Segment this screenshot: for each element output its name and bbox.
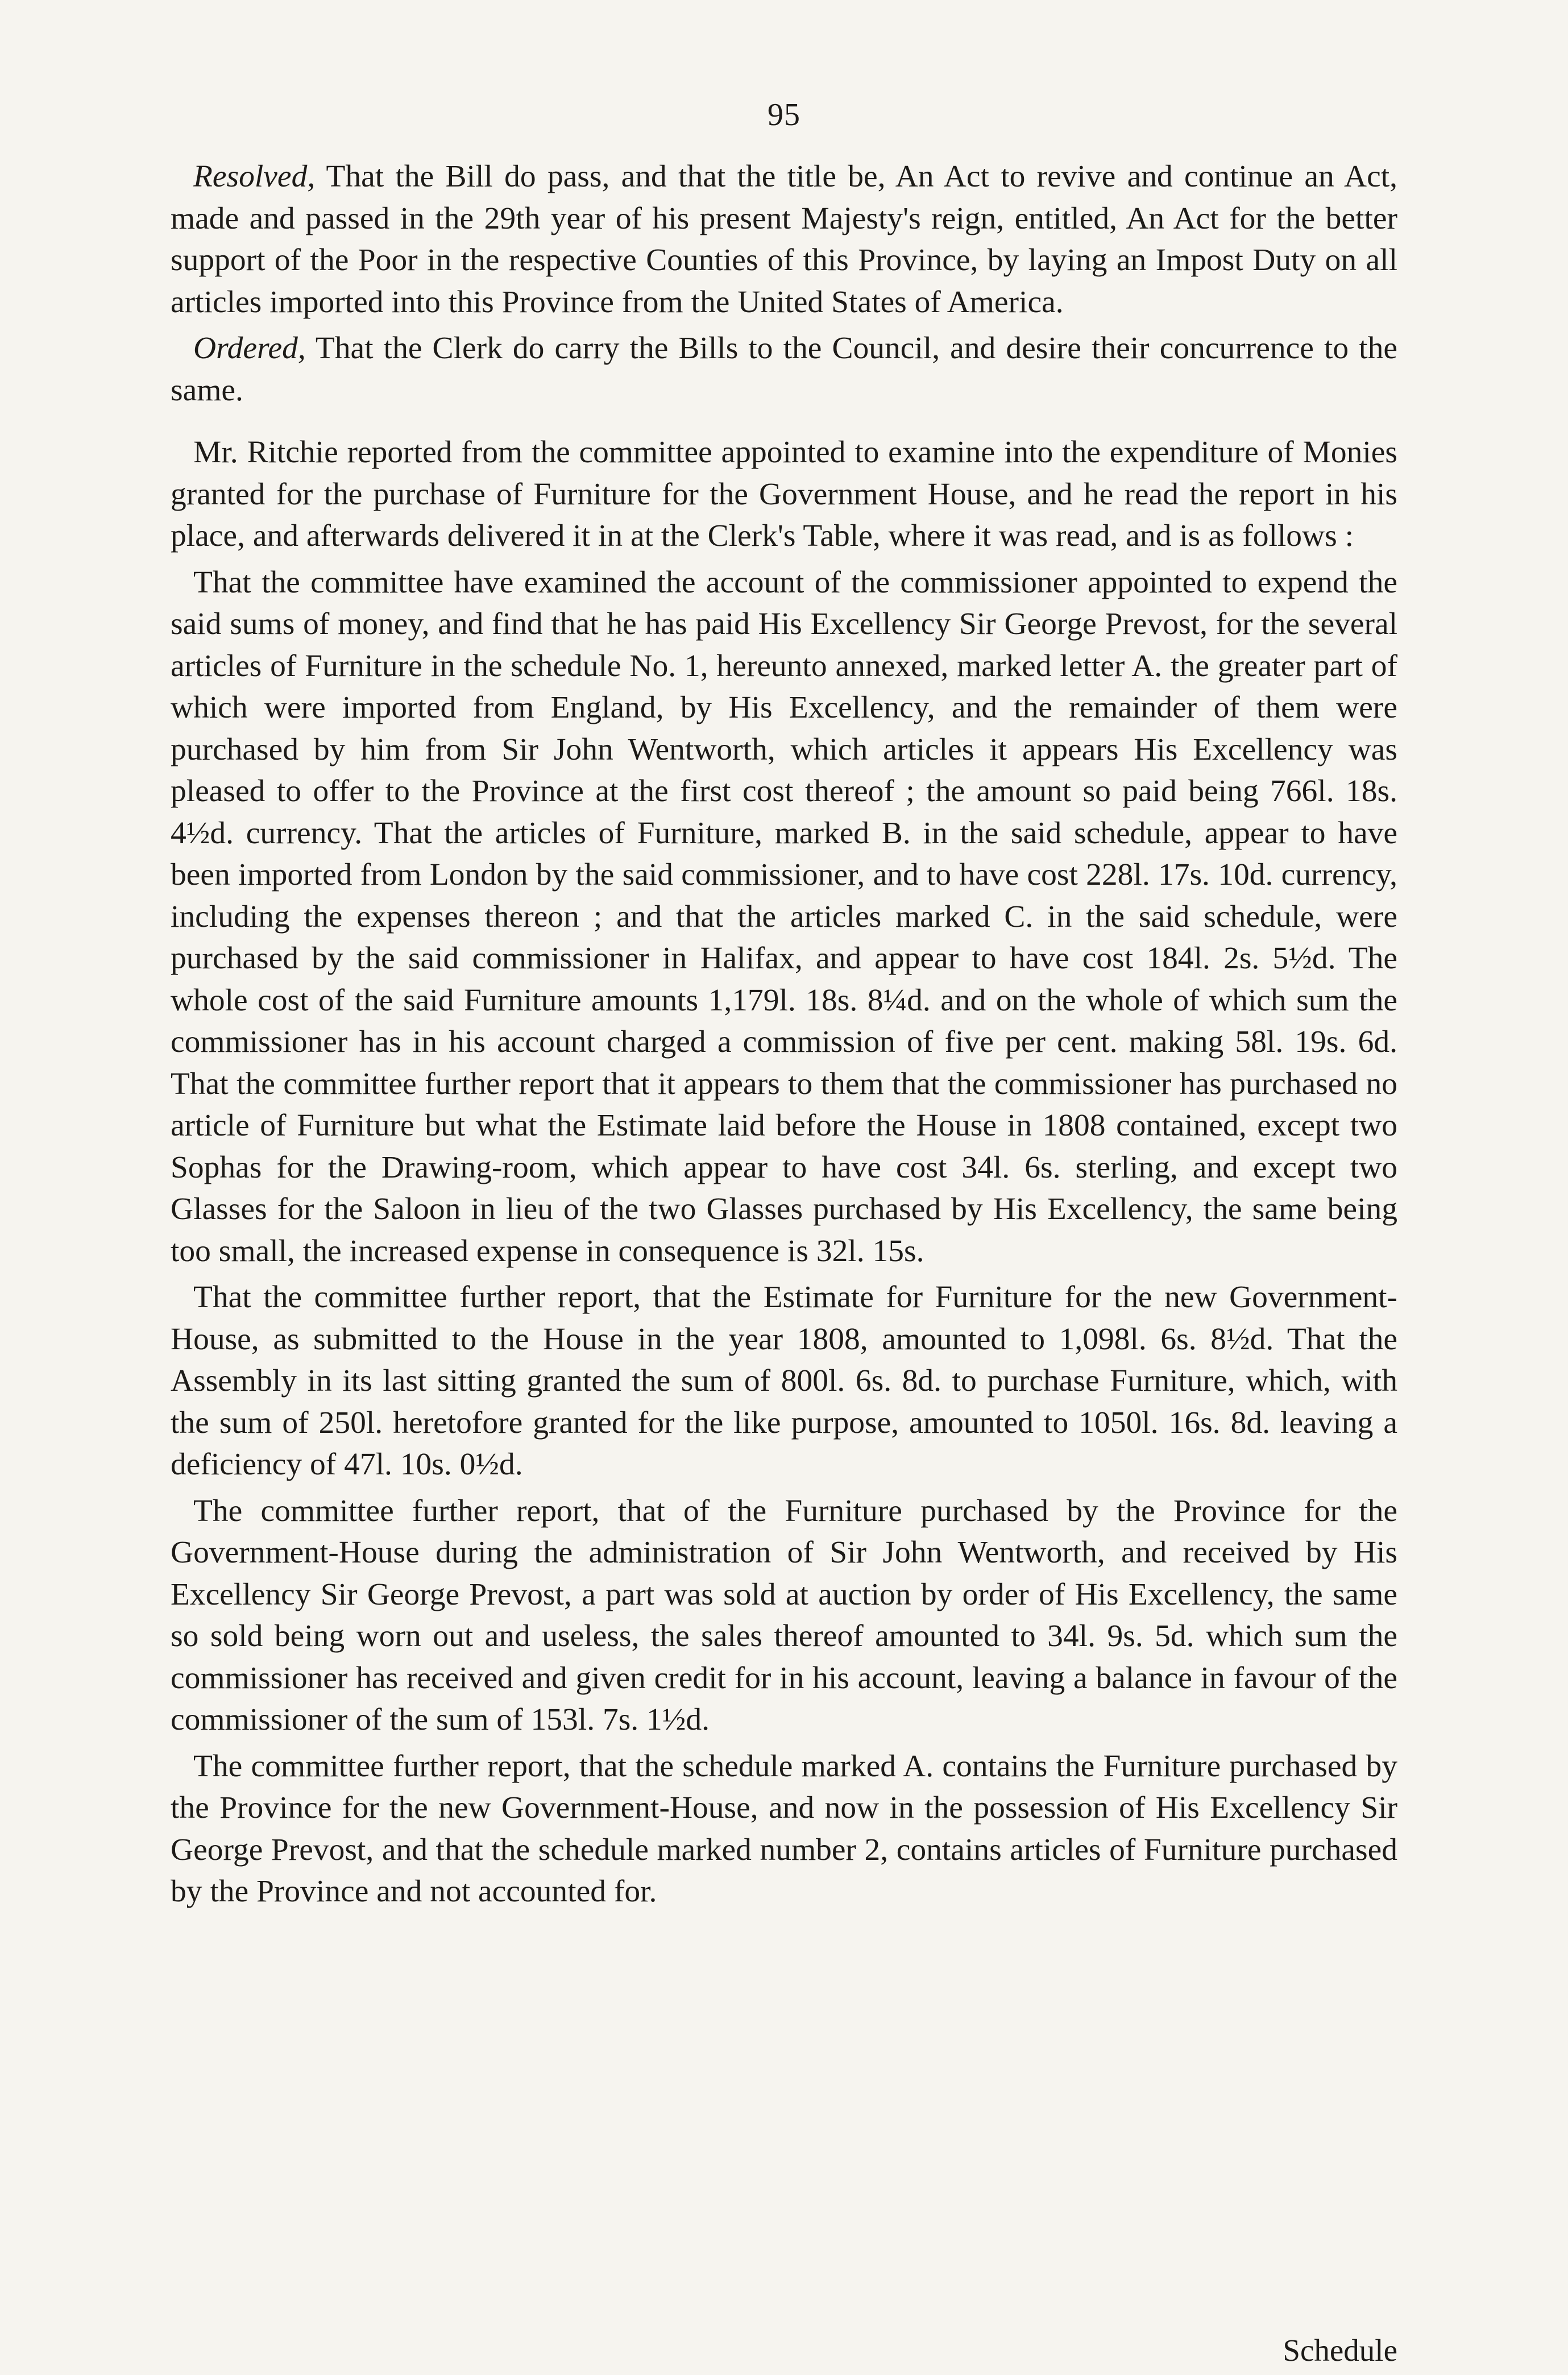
paragraph-auction: The committee further report, that of the Furniture purchased by the Province for the Government-House during the administration of Sir John Wentworth, and received by His Excellency Sir George Prevost, a part was sold at auction by order of His Excellency, the same so sold being worn out and useless, the sales thereof amounted to 34l. 9s. 5d. which sum the commissioner has received and given credit for in his account, leaving a balance in favour of the commissioner of the sum of 153l. 7s. 1½d. (171, 1493, 1397, 1737)
paragraph-report-intro: Mr. Ritchie reported from the committee appointed to examine into the expenditure of Monies granted for the purchase of Furniture for the Government House, and he read the report in his place, and afterwards delivered it in at the Clerk's Table, where it was read, and is as follows : (171, 435, 1397, 553)
paragraph-resolved (171, 156, 1397, 323)
paragraph-committee-examined: That the committee have examined the account of the commissioner appointed to expend the said sums of money, and find that he has paid His Excellency Sir George Prevost, for the several articles of Furniture in the schedule No. 1, hereunto annexed, marked letter A. the greater part of which were imported from England, by His Excellency, and the remainder of them were purchased by him from Sir John Wentworth, which articles it appears His Excellency was pleased to offer to the Province at the first cost thereof ; the amount so paid being 766l. 18s. 4½d. currency. That the articles of Furniture, marked B. in the said schedule, appear to have been imported from London by the said commissioner, and to have cost 228l. 17s. 10d. currency, including the expenses thereon ; and that the articles marked C. in the said schedule, were purchased by the said commissioner in Halifax, and appear to have cost 184l. 2s. 5½d. The whole cost of the said Furniture amounts 1,179l. 18s. 8¼d. and on the whole of which sum the commissioner has in his account charged a commission of five per cent. making 58l. 19s. 6d. That the committee further report that it appears to them that the commissioner has purchased no article of Furniture but what the Estimate laid before the House in 1808 contained, except two Sophas for the Drawing-room, which appear to have cost 34l. 6s. sterling, and except two Glasses for the Saloon in lieu of the two Glasses purchased by His Excellency, the same being too small, the increased expense in consequence is 32l. 15s. (171, 565, 1397, 1269)
paragraph-text: That the Clerk do carry the Bills to the Council, and desire their concurrence to the same. (171, 331, 1397, 408)
paragraph-lead: Resolved, (193, 159, 316, 194)
page-number: 95 (768, 97, 800, 132)
paragraph-ordered (171, 328, 1397, 411)
paragraph-text: That the Bill do pass, and that the title be, An Act to revive and continue an Act, made and passed in the 29th year of his present Majesty's reign, entitled, An Act for the better support of the Poor in the respective Counties of this Province, by laying an Impost Duty on all articles imported into this Province from the United States of America. (171, 159, 1397, 320)
catchword: Schedule (1283, 2333, 1397, 2368)
paragraph-lead: Ordered, (193, 331, 306, 366)
paragraph-schedule: The committee further report, that the schedule marked A. contains the Furniture purchased by the Province for the new Government-House, and now in the possession of His Excellency Sir George Prevost, and that the schedule marked number 2, contains articles of Furniture purchased by the Province and not accounted for. (171, 1748, 1397, 1909)
paragraph-estimate: That the committee further report, that the Estimate for Furniture for the new Government-House, as submitted to the House in the year 1808, amounted to 1,098l. 6s. 8½d. That the Assembly in its last sitting granted the sum of 800l. 6s. 8d. to purchase Furniture, which, with the sum of 250l. heretofore granted for the like purpose, amounted to 1050l. 16s. 8d. leaving a deficiency of 47l. 10s. 0½d. (171, 1280, 1397, 1482)
